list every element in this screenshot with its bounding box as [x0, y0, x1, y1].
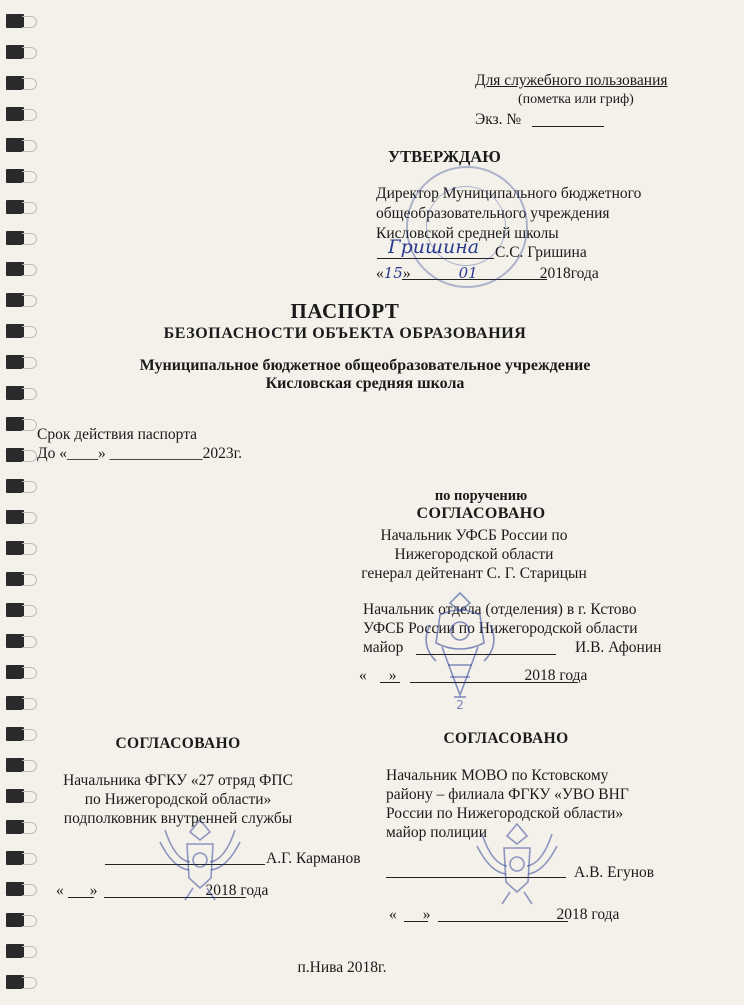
binding-ring [22, 295, 37, 307]
binding-ring [22, 388, 37, 400]
binding-ring [22, 171, 37, 183]
school-name-line1: Муниципальное бюджетное общеобразовательное учреждение [139, 357, 591, 374]
fire-position-line3: подполковник внутренней службы [63, 810, 293, 827]
binding-ring [22, 233, 37, 245]
fsb-dept-date: « » 2018 года [359, 667, 588, 684]
school-name-line2: Кисловская средняя школа [265, 375, 465, 392]
binding-ring [22, 140, 37, 152]
approval-date: «15» 01 2018года [376, 264, 599, 282]
fire-emblem-icon [145, 800, 255, 910]
fsb-position-line3: генерал дейтенант С. Г. Старицын [361, 565, 587, 582]
fsb-position-line2: Нижегородской области [394, 546, 554, 563]
guard-emblem-icon [462, 806, 572, 916]
fire-position-line2: по Нижегородской области» [84, 791, 272, 808]
guard-position-line2: району – филиала ФГКУ «УВО ВНГ [386, 786, 629, 803]
approver-position-line3: Кисловской средней школы [376, 225, 559, 242]
binding-ring [22, 543, 37, 555]
binding-ring [22, 574, 37, 586]
fire-name: А.Г. Карманов [266, 850, 361, 867]
validity-label: Срок действия паспорта [37, 426, 198, 443]
binding-ring [22, 78, 37, 90]
fsb-on-behalf: по поручению [434, 488, 528, 504]
guard-agreed: СОГЛАСОВАНО [443, 730, 569, 747]
binding-ring [22, 760, 37, 772]
binding-ring [22, 636, 37, 648]
binding-ring [22, 512, 37, 524]
svg-text:2: 2 [456, 698, 464, 712]
fsb-dept-name: И.В. Афонин [575, 639, 662, 656]
binding-ring [22, 419, 37, 431]
binding-ring [22, 977, 37, 989]
approver-name: С.С. Гришина [495, 244, 587, 261]
classification-note: (пометка или гриф) [518, 92, 634, 107]
binding-ring [22, 481, 37, 493]
binding-ring [22, 822, 37, 834]
guard-position-line3: России по Нижегородской области» [386, 805, 624, 822]
document-title: ПАСПОРТ [290, 299, 400, 323]
binding-ring [22, 47, 37, 59]
binding-ring [22, 450, 37, 462]
binding-ring [22, 853, 37, 865]
binding-ring [22, 326, 37, 338]
classification-label: Для служебного пользования [475, 72, 668, 89]
binding-ring [22, 915, 37, 927]
approve-heading: УТВЕРЖДАЮ [388, 147, 501, 166]
approver-position-line2: общеобразовательного учреждения [376, 205, 610, 222]
spiral-binding [0, 0, 34, 1005]
copy-number: Экз. № [475, 111, 522, 128]
guard-rank: майор полиции [386, 824, 488, 841]
fsb-position-line1: Начальник УФСБ России по [380, 527, 568, 544]
fsb-agreed: СОГЛАСОВАНО [416, 505, 546, 522]
binding-ring [22, 16, 37, 28]
binding-ring [22, 202, 37, 214]
fsb-dept-rank: майор [363, 639, 404, 656]
binding-ring [22, 605, 37, 617]
binding-ring [22, 357, 37, 369]
binding-ring [22, 667, 37, 679]
fire-position-line1: Начальника ФГКУ «27 отряд ФПС [63, 772, 293, 789]
guard-name: А.В. Егунов [574, 864, 655, 881]
document-subtitle: БЕЗОПАСНОСТИ ОБЪЕКТА ОБРАЗОВАНИЯ [163, 325, 527, 342]
approver-position-line1: Директор Муниципального бюджетного [376, 185, 642, 202]
binding-ring [22, 109, 37, 121]
fire-date: « » 2018 года [56, 882, 269, 899]
guard-position-line1: Начальник МОВО по Кстовскому [386, 767, 609, 784]
fsb-dept-line1: Начальник отдела (отделения) в г. Кстово [363, 601, 637, 618]
validity-date: До «____» ____________2023г. [37, 445, 243, 462]
binding-ring [22, 791, 37, 803]
binding-ring [22, 729, 37, 741]
place-year: п.Нива 2018г. [297, 959, 387, 976]
guard-date: « » 2018 года [389, 906, 620, 923]
approver-signature: Гришина [388, 236, 480, 258]
binding-ring [22, 946, 37, 958]
fsb-dept-line2: УФСБ России по Нижегородской области [363, 620, 638, 637]
binding-ring [22, 264, 37, 276]
fsb-emblem-icon [410, 585, 510, 715]
binding-ring [22, 698, 37, 710]
fire-agreed: СОГЛАСОВАНО [115, 735, 241, 752]
binding-ring [22, 884, 37, 896]
